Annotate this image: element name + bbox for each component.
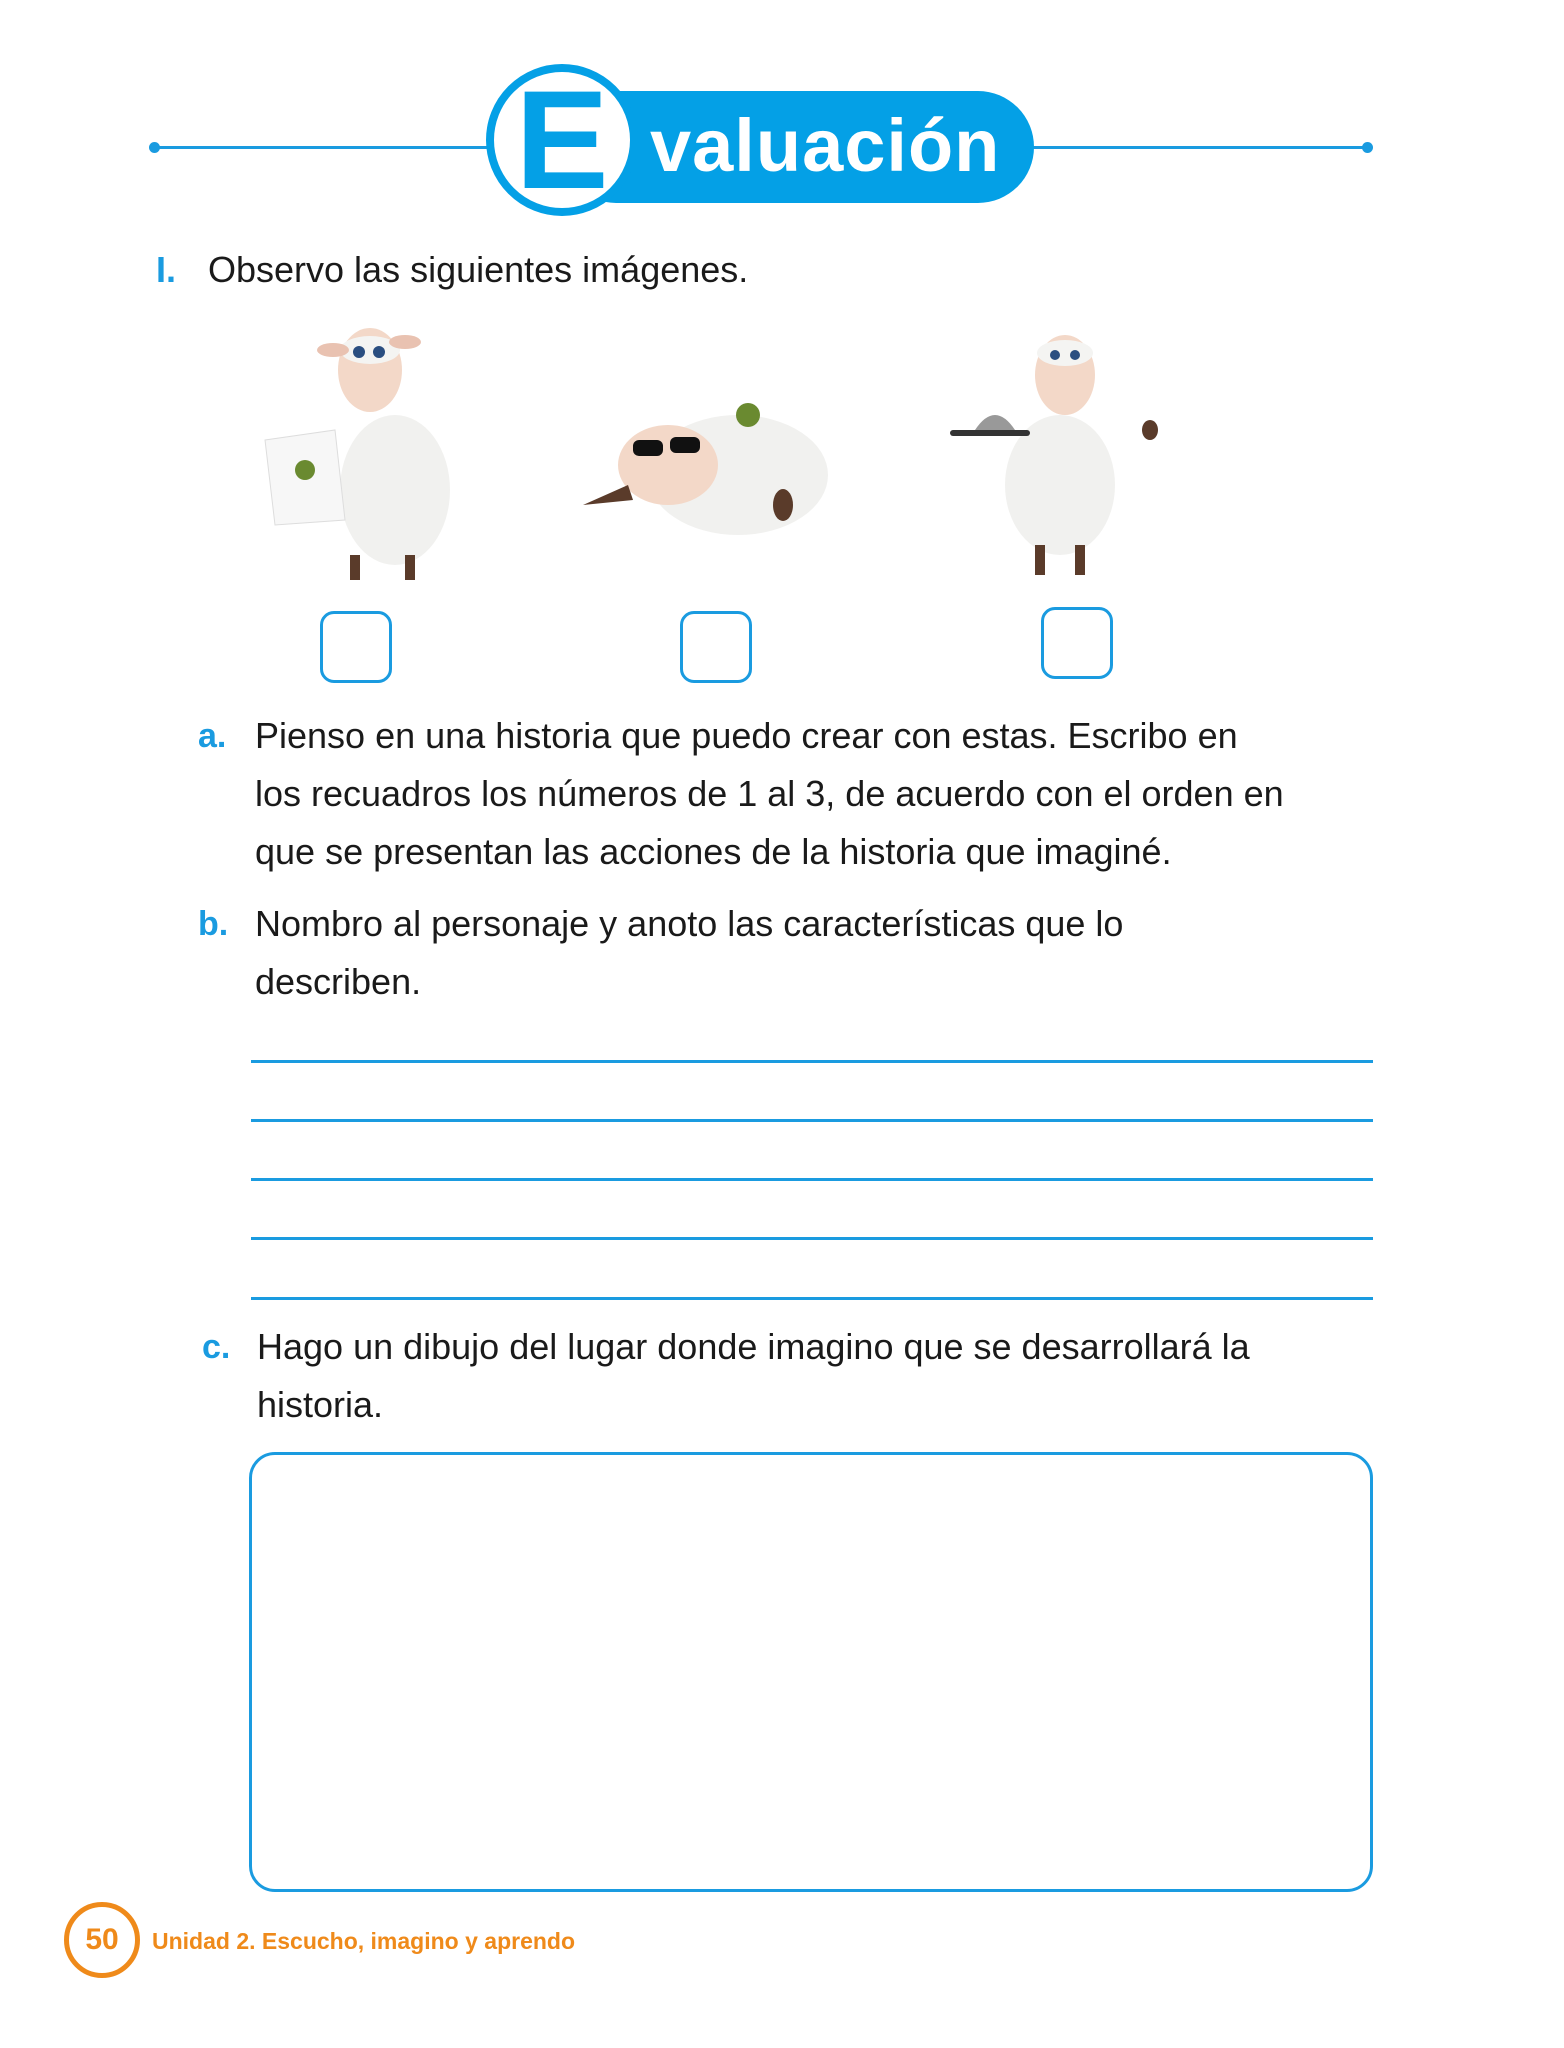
unit-footer: Unidad 2. Escucho, imagino y aprendo — [152, 1928, 576, 1954]
order-box-1[interactable] — [320, 611, 392, 683]
header-rule-right — [1030, 146, 1368, 149]
question-c-line: Hago un dibujo del lugar donde imagino que se desarrollará la — [257, 1326, 1250, 1367]
order-box-3[interactable] — [1041, 607, 1113, 679]
answer-line-2[interactable] — [251, 1119, 1373, 1122]
sheep-flying-sunglasses-icon — [578, 385, 838, 550]
header-dot-right — [1362, 142, 1373, 153]
answer-line-4[interactable] — [251, 1237, 1373, 1240]
page-number: 50 — [64, 1902, 140, 1978]
question-a-line: Pienso en una historia que puedo crear con estas. Escribo en — [255, 715, 1238, 756]
section-number: I. — [156, 249, 177, 290]
drawing-area[interactable] — [249, 1452, 1373, 1892]
sheep-waiter-tray-icon — [945, 325, 1165, 585]
order-box-2[interactable] — [680, 611, 752, 683]
sheep-holding-shirt-icon — [255, 320, 480, 595]
question-a-label: a. — [198, 717, 227, 755]
question-a-line: que se presentan las acciones de la historia que imaginé. — [255, 831, 1172, 872]
header-dot-left — [149, 142, 160, 153]
question-b-line: Nombro al personaje y anoto las características que lo — [255, 903, 1124, 944]
answer-line-3[interactable] — [251, 1178, 1373, 1181]
question-c-label: c. — [202, 1328, 231, 1366]
question-b-line: describen. — [255, 961, 422, 1002]
title-initial: E — [515, 61, 609, 218]
section-instruction: Observo las siguientes imágenes. — [208, 249, 749, 290]
question-a-line: los recuadros los números de 1 al 3, de acuerdo con el orden en — [255, 773, 1284, 814]
page-title: valuación — [650, 104, 1001, 187]
question-c-line: historia. — [257, 1384, 384, 1425]
answer-line-1[interactable] — [251, 1060, 1373, 1063]
question-b-label: b. — [198, 905, 229, 943]
header-rule-left — [154, 146, 494, 149]
answer-line-5[interactable] — [251, 1297, 1373, 1300]
